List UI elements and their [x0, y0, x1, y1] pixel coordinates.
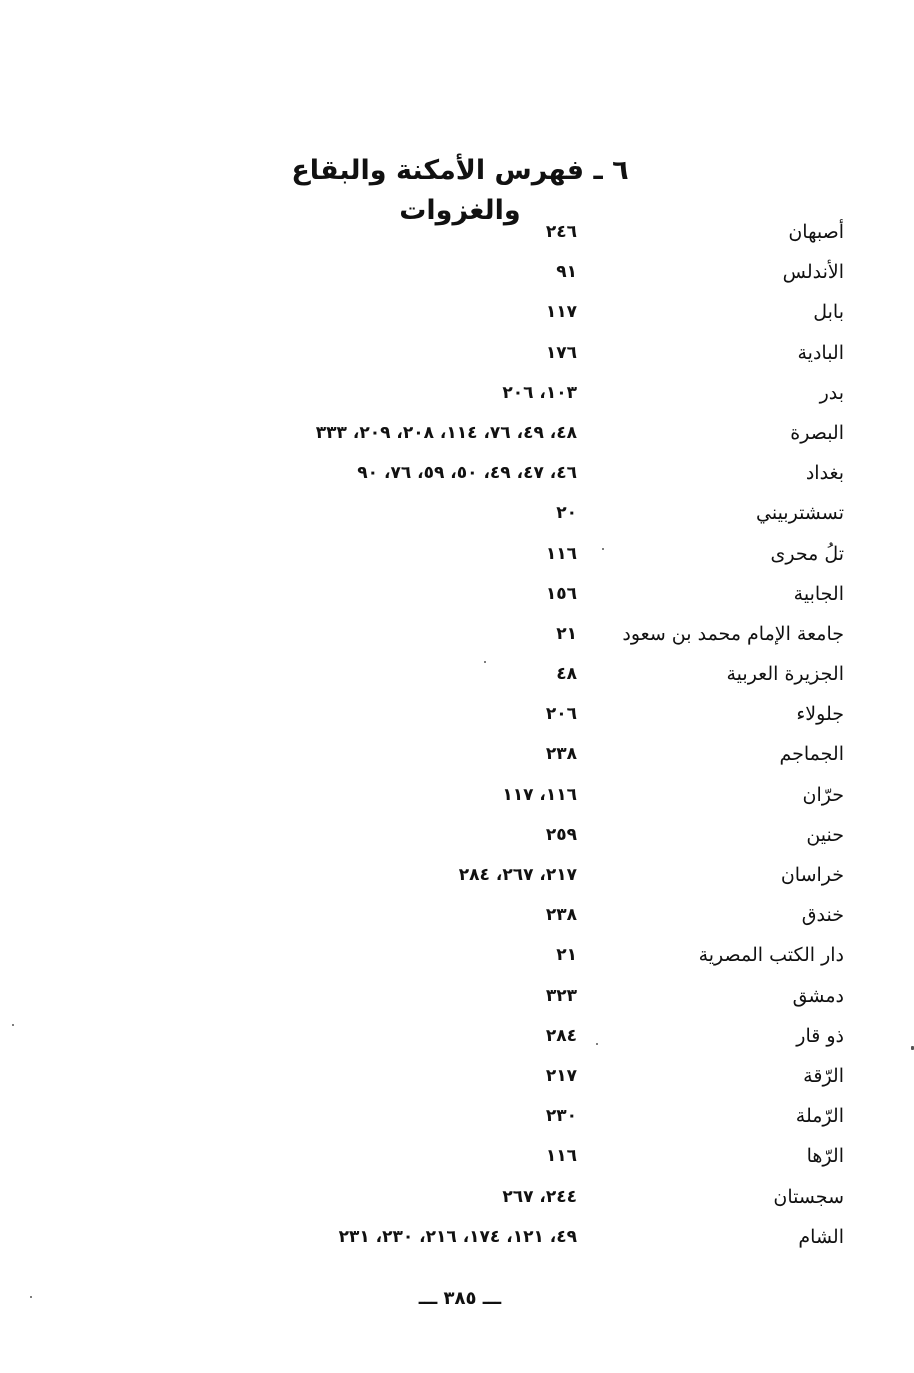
page-references: ٤٨، ٤٩، ٧٦، ١١٤، ٢٠٨، ٢٠٩، ٣٣٣: [315, 422, 577, 443]
page-references: ٢١٧، ٢٦٧، ٢٨٤: [458, 865, 577, 885]
place-name: سجستان: [773, 1185, 844, 1208]
place-name: بدر: [819, 381, 844, 404]
scan-speck: [602, 548, 604, 550]
page-references: ٢١: [556, 623, 577, 644]
page-references: ٢١: [556, 945, 577, 966]
page-references: ١١٧: [545, 302, 577, 323]
index-entry: [0, 213, 914, 253]
place-name: الجماجم: [779, 743, 844, 766]
place-name: دار الكتب المصرية: [698, 944, 844, 967]
place-name: الجزيرة العربية: [726, 663, 844, 686]
page-references: ٤٩، ١٢١، ١٧٤، ٢١٦، ٢٣٠، ٢٣١: [338, 1226, 577, 1247]
index-entry: [0, 816, 914, 856]
page-references: ٢٠: [556, 503, 577, 524]
page-references: ٢٠٦: [545, 704, 577, 725]
index-entry: [0, 615, 914, 655]
index-entry: [0, 776, 914, 816]
place-name: ذو قار: [796, 1024, 844, 1047]
page-references: ٢٣٠: [545, 1106, 577, 1127]
index-entry: [0, 454, 914, 494]
scan-speck: [484, 661, 486, 663]
place-name: خراسان: [780, 864, 844, 886]
place-name: الجابية: [793, 582, 844, 605]
page-references: ١١٦: [545, 1146, 577, 1167]
place-name: الأندلس: [782, 261, 844, 284]
index-entry: [0, 494, 914, 534]
place-name: البصرة: [790, 421, 844, 444]
page-references: ٢٤٦: [545, 222, 577, 242]
index-entry: [0, 374, 914, 414]
scan-speck: [12, 1024, 14, 1026]
index-entry: [0, 1178, 914, 1218]
index-entry: [0, 1218, 914, 1258]
index-entry: [0, 896, 914, 936]
index-entry: [0, 1097, 914, 1137]
page-references: ٢٥٩: [545, 824, 577, 845]
index-entry: [0, 575, 914, 615]
page-references: ٩١: [556, 262, 577, 283]
place-name: البادية: [797, 341, 844, 364]
index-entry: [0, 977, 914, 1017]
page-references: ١١٦، ١١٧: [502, 784, 577, 805]
page-references: ٢٨٤: [545, 1025, 577, 1046]
place-name: الشام: [798, 1225, 844, 1248]
page-references: ١٧٦: [545, 342, 577, 363]
page-references: ٤٦، ٤٧، ٤٩، ٥٠، ٥٩، ٧٦، ٩٠: [357, 463, 577, 484]
index-entry: [0, 414, 914, 454]
index-entry: [0, 936, 914, 976]
index-entry: [0, 1057, 914, 1097]
place-name: خندق: [801, 904, 844, 927]
index-entry: [0, 695, 914, 735]
scan-speck: [30, 1296, 32, 1298]
place-name: حرّان: [802, 783, 844, 806]
index-entry: [0, 856, 914, 896]
place-name: تسشتربيني: [756, 502, 844, 525]
index-entry: [0, 1017, 914, 1057]
index-entry: [0, 655, 914, 695]
page-references: ١١٦: [545, 543, 577, 564]
page-references: ٣٢٣: [545, 985, 577, 1006]
place-name: دمشق: [792, 984, 844, 1007]
place-name: حنين: [806, 823, 844, 846]
index-title: ٦ ـ فهرس الأمكنة والبقاع والغزوات: [291, 155, 629, 227]
page-references: ٤٨: [556, 664, 577, 685]
place-name: الرّملة: [795, 1105, 844, 1128]
index-entry: [0, 1137, 914, 1177]
place-name: تلُ محرى: [770, 542, 844, 565]
place-name: أصبهان: [788, 221, 844, 243]
page-number: ـــ ٣٨٥ ـــ: [418, 1288, 502, 1309]
page-references: ١٠٣، ٢٠٦: [502, 382, 577, 403]
index-entry: [0, 735, 914, 775]
scan-speck: [596, 1043, 598, 1045]
place-name: الرّقة: [803, 1064, 844, 1087]
place-name: جامعة الإمام محمد بن سعود: [622, 622, 844, 645]
page-references: ١٥٦: [545, 583, 577, 604]
place-name: الرّها: [806, 1145, 844, 1168]
place-name: بغداد: [805, 462, 844, 485]
page-references: ٢٤٤، ٢٦٧: [502, 1186, 577, 1207]
index-entry: [0, 253, 914, 293]
place-name: جلولاء: [796, 703, 844, 726]
index-entry: [0, 293, 914, 333]
place-name: بابل: [813, 301, 844, 324]
places-index-list: [0, 213, 914, 1258]
index-entry: [0, 334, 914, 374]
page-references: ٢٣٨: [545, 905, 577, 926]
page-references: ٢٣٨: [545, 744, 577, 765]
index-entry: [0, 535, 914, 575]
page-references: ٢١٧: [545, 1065, 577, 1086]
